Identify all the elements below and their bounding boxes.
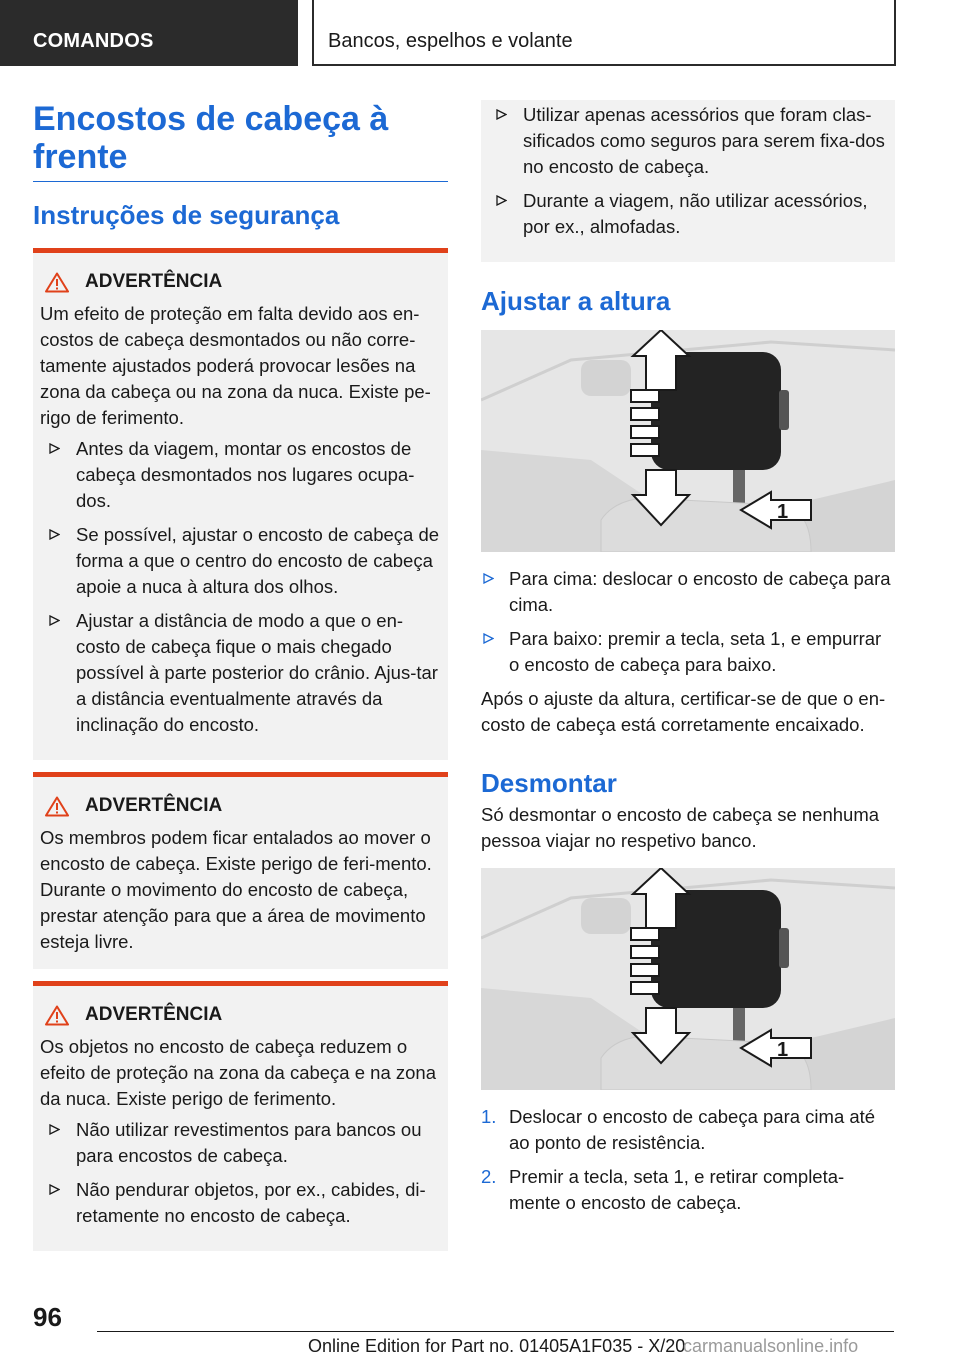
triangle-bullet-icon <box>49 529 60 540</box>
chapter-label: Bancos, espelhos e volante <box>328 30 573 52</box>
warning-label: ADVERTÊNCIA <box>85 1004 223 1025</box>
headrest-remove-illustration <box>481 868 895 1090</box>
list-item <box>487 102 885 180</box>
list-item <box>40 1117 440 1169</box>
remove-steps <box>481 1104 895 1216</box>
list-item <box>487 188 885 240</box>
list-item-text: Se possível, ajustar o encosto de cabeça de forma a que o centro do encosto de cabeça apoie a nuca à altura dos olhos. <box>76 524 440 597</box>
triangle-bullet-icon <box>496 109 507 120</box>
adjust-note: Após o ajuste da altura, certificar-se de que o en-costo de cabeça está corretamente encaixado. <box>481 688 886 735</box>
list-item-text: Utilizar apenas acessórios que foram clas-sificados como seguros para serem fixa-dos no encosto de cabeça. <box>523 104 885 177</box>
adjust-bullets <box>481 566 895 678</box>
list-item <box>40 1177 440 1229</box>
footer-watermark: carmanualsonline.info <box>683 1336 859 1356</box>
footer-edition: Online Edition for Part no. 01405A1F035 - X/20 <box>308 1336 686 1356</box>
list-item <box>40 522 440 600</box>
list-item-text: Não utilizar revestimentos para bancos ou para encostos de cabeça. <box>76 1119 422 1166</box>
warning-triangle-icon <box>45 272 69 293</box>
warning-triangle-icon <box>45 796 69 817</box>
list-item <box>40 608 440 738</box>
warning-bullets <box>487 100 885 240</box>
footer-divider <box>97 1331 894 1332</box>
list-item <box>481 1104 895 1156</box>
list-item-text: Durante a viagem, não utilizar acessórios, por ex., almofadas. <box>523 190 868 237</box>
list-item <box>40 436 440 514</box>
warning-box-1 <box>33 248 448 760</box>
step-number: 2. <box>481 1166 497 1187</box>
section-label: COMANDOS <box>33 30 154 52</box>
remove-intro: Só desmontar o encosto de cabeça se nenhuma pessoa viajar no respetivo banco. <box>481 804 880 851</box>
warning-label: ADVERTÊNCIA <box>85 795 223 816</box>
triangle-bullet-icon <box>49 443 60 454</box>
list-item <box>481 626 895 678</box>
list-item <box>481 566 895 618</box>
list-item-text: Premir a tecla, seta 1, e retirar completa-mente o encosto de cabeça. <box>509 1166 845 1213</box>
headrest-adjust-illustration <box>481 330 895 552</box>
list-item-text: Ajustar a distância de modo a que o en-costo de cabeça fique o mais chegado possível à parte posterior do crânio. Ajus-tar a distância eventualmente através da inclinação do encosto. <box>76 610 438 735</box>
warning-text: Os membros podem ficar entalados ao mover o encosto de cabeça. Existe perigo de feri-mento. Durante o movimento do encosto de cabeça, prestar atenção para que a área de movimento esteja livre. <box>40 827 432 952</box>
warning-heading <box>40 1004 440 1026</box>
chapter-header <box>312 0 896 66</box>
warning-heading <box>40 271 440 293</box>
triangle-bullet-icon <box>483 573 494 584</box>
safety-heading: Instruções de segurança <box>33 200 340 230</box>
figure-callout-1: 1 <box>777 501 789 523</box>
warning-box-3 <box>33 981 448 1251</box>
remove-heading: Desmontar <box>481 768 617 798</box>
triangle-bullet-icon <box>49 615 60 626</box>
warning-continuation-box <box>481 100 895 262</box>
list-item-text: Antes da viagem, montar os encostos de cabeça desmontados nos lugares ocupa-dos. <box>76 438 415 511</box>
list-item-text: Não pendurar objetos, por ex., cabides, di-retamente no encosto de cabeça. <box>76 1179 426 1226</box>
warning-bullets <box>40 436 440 738</box>
warning-label: ADVERTÊNCIA <box>85 271 223 292</box>
page-number: 96 <box>33 1302 62 1332</box>
warning-text: Um efeito de proteção em falta devido aos en-costos de cabeça desmontados ou não corre-tamente ajustados poderá provocar lesões na zona da cabeça ou na zona da nuca. Existe pe-rigo de ferimento. <box>40 303 431 428</box>
adjust-height-heading: Ajustar a altura <box>481 286 671 316</box>
warning-text: Os objetos no encosto de cabeça reduzem o efeito de proteção na zona da cabeça e na zona da nuca. Existe perigo de ferimento. <box>40 1036 436 1109</box>
triangle-bullet-icon <box>483 633 494 644</box>
figure-callout-1: 1 <box>777 1039 789 1061</box>
warning-triangle-icon <box>45 1005 69 1026</box>
triangle-bullet-icon <box>49 1124 60 1135</box>
right-column <box>481 100 895 1224</box>
page-title: Encostos de cabeça à frente <box>33 100 448 182</box>
warning-bullets <box>40 1117 440 1229</box>
list-item <box>481 1164 895 1216</box>
step-number: 1. <box>481 1106 497 1127</box>
list-item-text: Para baixo: premir a tecla, seta 1, e empurrar o encosto de cabeça para baixo. <box>509 628 882 675</box>
warning-heading <box>40 795 440 817</box>
section-tab <box>0 0 298 66</box>
triangle-bullet-icon <box>496 195 507 206</box>
warning-box-2 <box>33 772 448 969</box>
triangle-bullet-icon <box>49 1184 60 1195</box>
left-column <box>33 100 448 1251</box>
list-item-text: Para cima: deslocar o encosto de cabeça para cima. <box>509 568 891 615</box>
list-item-text: Deslocar o encosto de cabeça para cima até ao ponto de resistência. <box>509 1106 876 1153</box>
